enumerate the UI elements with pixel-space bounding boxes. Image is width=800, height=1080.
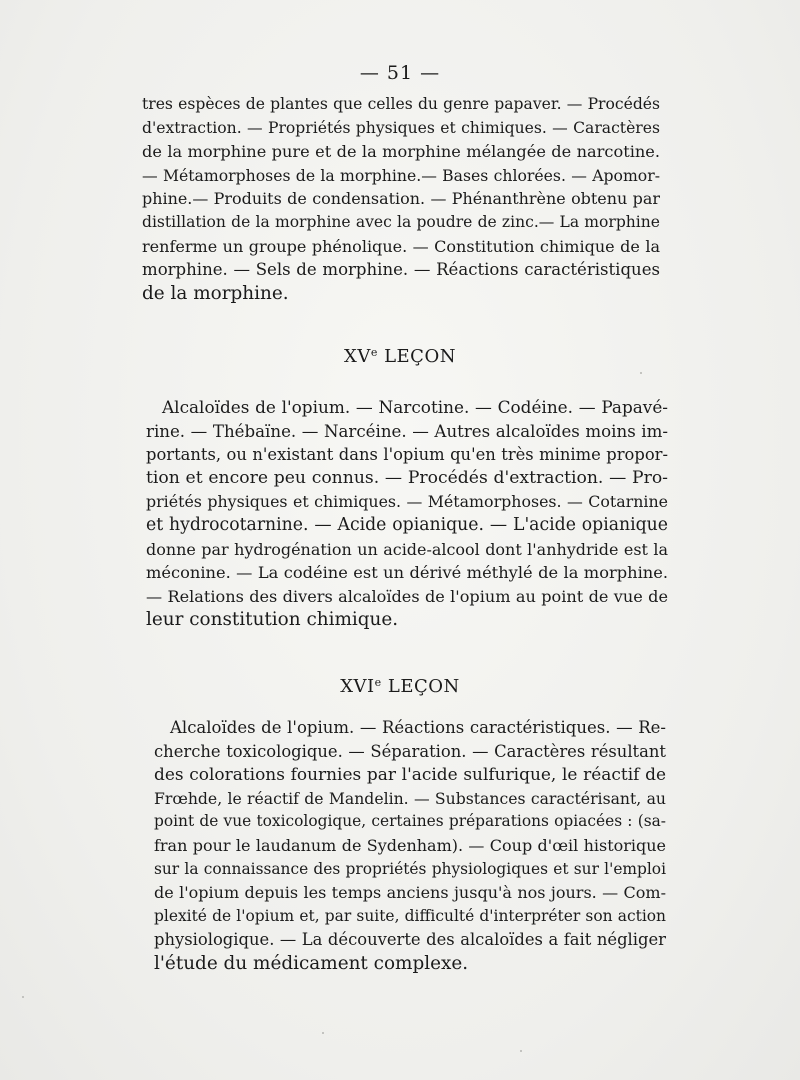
paper-speck [640, 372, 642, 374]
text-line: fran pour le laudanum de Sydenham). — Coup d'œil historique [154, 835, 666, 855]
text-line: Alcaloïdes de l'opium. — Narcotine. — Codéine. — Papavé- [162, 397, 668, 417]
lesson-16-heading [0, 676, 800, 697]
text-line: sur la connaissance des propriétés physiologiques et sur l'emploi [154, 859, 666, 878]
text-line: morphine. — Sels de morphine. — Réactions caractéristiques [142, 260, 660, 280]
intro-paragraph [142, 93, 660, 305]
text-line: point de vue toxicologique, certaines préparations opiacées : (sa- [154, 812, 666, 831]
text-line: renferme un groupe phénolique. — Constitution chimique de la [142, 236, 660, 256]
text-line: Frœhde, le réactif de Mandelin. — Substances caractérisant, au [154, 788, 666, 808]
page-number: — 51 — [359, 62, 441, 84]
text-line: — Relations des divers alcaloïdes de l'opium au point de vue de [146, 586, 668, 606]
text-line: tion et encore peu connus. — Procédés d'extraction. — Pro- [146, 467, 668, 488]
text-line: priétés physiques et chimiques. — Métamorphoses. — Cotarnine [146, 492, 668, 512]
lesson-15-superscript: e [370, 346, 378, 359]
lesson-15-title: LEÇON [384, 346, 456, 367]
text-line: et hydrocotarnine. — Acide opianique. — L'acide opianique [146, 514, 668, 535]
text-line: d'extraction. — Propriétés physiques et chimiques. — Caractères [142, 118, 660, 137]
text-line: portants, ou n'existant dans l'opium qu'en très minime propor- [146, 445, 668, 465]
lesson-16-numeral: XVI [340, 676, 375, 697]
text-line: donne par hydrogénation un acide-alcool dont l'anhydride est la [146, 539, 668, 559]
text-line: leur constitution chimique. [146, 609, 399, 631]
text-line: phine.— Produits de condensation. — Phénanthrène obtenu par [142, 189, 660, 209]
text-line: physiologique. — La découverte des alcaloïdes a fait négliger [154, 930, 666, 950]
text-line: Alcaloïdes de l'opium. — Réactions caractéristiques. — Re- [170, 718, 666, 737]
paper-speck [520, 1050, 522, 1052]
text-line: méconine. — La codéine est un dérivé méthylé de la morphine. [146, 563, 668, 583]
lesson-15-paragraph [146, 396, 668, 632]
text-line: cherche toxicologique. — Séparation. — Caractères résultant [154, 741, 666, 761]
text-line: de la morphine pure et de la morphine mélangée de narcotine. [142, 142, 660, 162]
text-line: distillation de la morphine avec la poudre de zinc.— La morphine [142, 212, 660, 231]
paper-speck [322, 1032, 324, 1034]
text-line: des colorations fournies par l'acide sulfurique, le réactif de [154, 764, 666, 785]
lesson-15-heading [0, 346, 800, 367]
lesson-16-title: LEÇON [387, 676, 460, 697]
lesson-16-superscript: e [374, 676, 382, 689]
lesson-16-paragraph [154, 716, 666, 976]
text-line: de l'opium depuis les temps anciens jusqu'à nos jours. — Com- [154, 883, 666, 903]
text-line: l'étude du médicament complexe. [154, 952, 469, 974]
text-line: de la morphine. [142, 282, 289, 304]
paper-speck [22, 996, 24, 998]
text-line: rine. — Thébaïne. — Narcéine. — Autres alcaloïdes moins im- [146, 421, 668, 441]
lesson-15-numeral: XV [344, 346, 371, 367]
text-line: plexité de l'opium et, par suite, difficulté d'interpréter son action [154, 906, 666, 925]
text-line: tres espèces de plantes que celles du genre papaver. — Procédés [142, 95, 660, 113]
text-line: — Métamorphoses de la morphine.— Bases chlorées. — Apomor- [142, 165, 660, 185]
